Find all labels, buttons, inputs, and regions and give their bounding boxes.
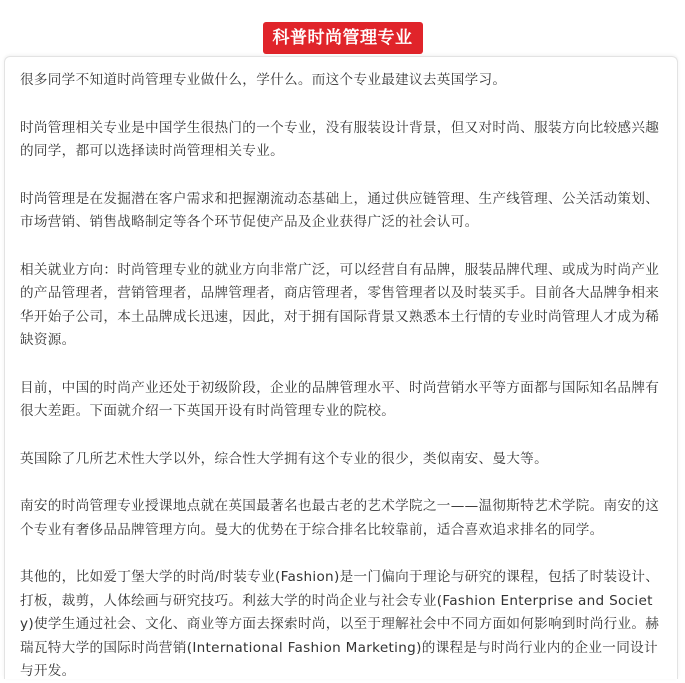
paragraph-careers: 相关就业方向：时尚管理专业的就业方向非常广泛，可以经营自有品牌，服装品牌代理、或成为时尚产业的产品管理者，营销管理者，品牌管理者，商店管理者，零售管理者以及时装买手。目前各大品牌争相来华开始子公司，本土品牌成长迅速，因此，对于拥有国际背景又熟悉本土行情的专业时尚管理人才成为稀缺资源。 — [20, 261, 660, 348]
paragraph-intro: 很多同学不知道时尚管理专业做什么，学什么。而这个专业最建议去英国学习。 — [20, 72, 507, 88]
article-body — [4, 56, 678, 679]
paragraph-other-universities: 其他的，比如爱丁堡大学的时尚/时装专业(Fashion)是一门偏向于理论与研究的课程，包括了时装设计、打板，裁剪，人体绘画与研究技巧。利兹大学的时尚企业与社会专业(Fashion Enterprise and Society)使学生通过社会、文化、商业等方面去探索时尚，以至于理解社会中不同方面如何影响到时尚行业。赫瑞瓦特大学的国际时尚营销(International Fashion Marketing)的课程是与时尚行业内的企业一同设计与开发。 — [20, 569, 660, 679]
title-bar — [0, 22, 685, 54]
paragraph-popularity: 时尚管理相关专业是中国学生很热门的一个专业，没有服装设计背景，但又对时尚、服装方向比较感兴趣的同学，都可以选择读时尚管理相关专业。 — [20, 119, 660, 159]
article-title: 科普时尚管理专业 — [263, 22, 423, 54]
paragraph-uk-universities: 英国除了几所艺术性大学以外，综合性大学拥有这个专业的很少，类似南安、曼大等。 — [20, 450, 548, 467]
paragraph-industry-status: 目前，中国的时尚产业还处于初级阶段，企业的品牌管理水平、时尚营销水平等方面都与国际知名品牌有很大差距。下面就介绍一下英国开设有时尚管理专业的院校。 — [20, 379, 660, 419]
paragraph-definition: 时尚管理是在发掘潜在客户需求和把握潮流动态基础上，通过供应链管理、生产线管理、公关活动策划、市场营销、销售战略制定等各个环节促使产品及企业获得广泛的社会认可。 — [20, 190, 660, 230]
paragraph-southampton-manchester: 南安的时尚管理专业授课地点就在英国最著名也最古老的艺术学院之一——温彻斯特艺术学院。南安的这个专业有奢侈品品牌管理方向。曼大的优势在于综合排名比较靠前，适合喜欢追求排名的同学。 — [20, 498, 660, 538]
